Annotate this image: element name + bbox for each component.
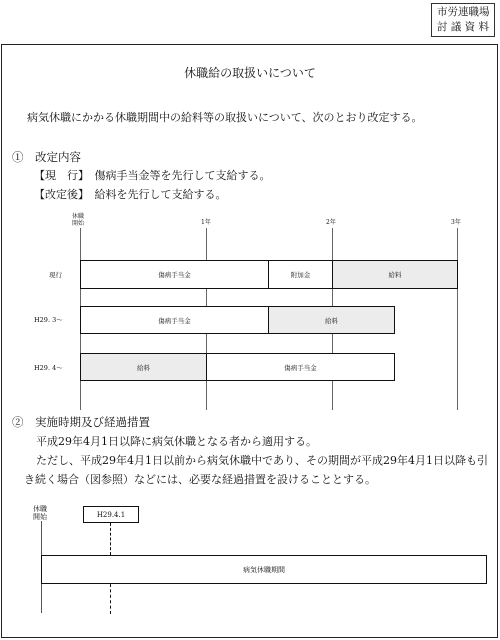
stamp-line-1: 市労連職場 — [437, 6, 490, 18]
document-title: 休職給の取扱いについて — [184, 66, 316, 80]
chart2-start-label-line1: 休職 — [33, 505, 47, 513]
intro-paragraph: 病気休職にかかる休職期間中の給料等の取扱いについて、次のとおり改定する。 — [27, 111, 423, 124]
date-label-box: H29.4.1 — [83, 506, 139, 523]
sick-leave-period-bar: 病気休職期間 — [41, 555, 487, 584]
chart1-start-label-line1: 休職 — [72, 213, 85, 220]
section1-heading: ① 改定内容 — [12, 150, 81, 164]
date-marker-line-bottom — [110, 584, 111, 614]
tick-year-3: 3年 — [451, 219, 461, 226]
segment-salary: 給料 — [332, 260, 458, 289]
tick-year-2: 2年 — [326, 219, 336, 226]
section2-heading: ② 実施時期及び経過措置 — [12, 415, 150, 429]
row-label-h29-4: H29. 4～ — [34, 364, 63, 372]
segment-sickness-allowance: 傷病手当金 — [206, 353, 395, 381]
row-label-current: 現行 — [49, 271, 62, 279]
stamp-line-2: 討 議 資 料 — [437, 21, 490, 33]
discussion-material-stamp — [431, 3, 495, 37]
section2-paragraph-2b: き続く場合（図参照）などには、必要な経過措置を設けることとする。 — [24, 473, 376, 486]
row-label-h29-3: H29. 3～ — [34, 316, 63, 324]
segment-sickness-allowance: 傷病手当金 — [80, 306, 269, 334]
segment-salary: 給料 — [268, 306, 395, 334]
section1-revised: 【改定後】 給料を先行して支給する。 — [34, 188, 227, 201]
section1-current: 【現 行】 傷病手当金等を先行して支給する。 — [34, 169, 271, 182]
chart2-start-label-line2: 開始 — [33, 513, 47, 521]
section2-paragraph-2a: ただし、平成29年4月1日以前から病気休職中であり、その期間が平成29年4月1日以降も引 — [36, 454, 488, 467]
chart1-start-label-line2: 開始 — [72, 220, 85, 227]
chart2-start-label — [33, 505, 47, 521]
tick-year-1: 1年 — [201, 219, 211, 226]
chart1-start-label — [72, 213, 84, 227]
document-frame — [1, 44, 498, 638]
segment-salary: 給料 — [80, 353, 207, 381]
section2-paragraph-1: 平成29年4月1日以降に病気休職となる者から適用する。 — [36, 435, 317, 448]
date-marker-line-top — [110, 523, 111, 555]
gridline-year-3 — [457, 228, 458, 410]
segment-additional-allowance: 附加金 — [268, 260, 333, 289]
segment-sickness-allowance: 傷病手当金 — [80, 260, 269, 289]
